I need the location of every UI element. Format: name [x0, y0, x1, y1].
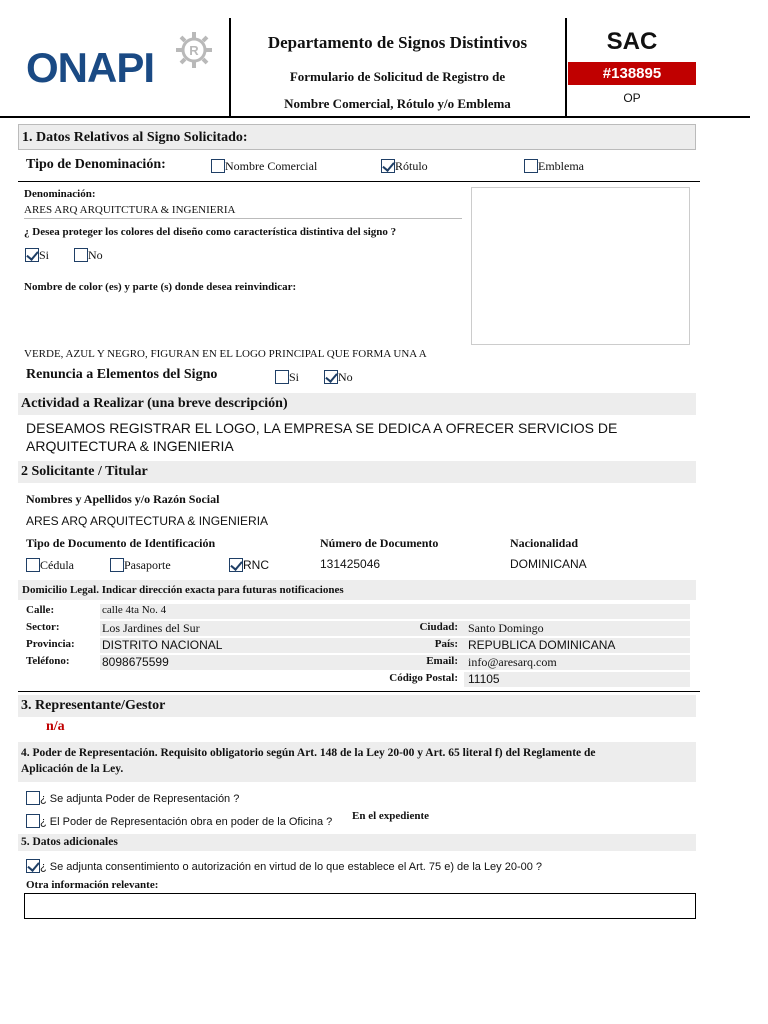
poder-adjunto-option[interactable]: [26, 789, 239, 807]
nacionalidad-label: Nacionalidad: [510, 536, 579, 550]
tipo-doc-label: Tipo de Documento de Identificación: [26, 536, 216, 550]
option-label: Pasaporte: [124, 558, 171, 572]
num-doc-label: Número de Documento: [320, 536, 439, 550]
doc-option-cedula[interactable]: [26, 556, 74, 574]
checkbox-rnc[interactable]: [229, 558, 243, 572]
renuncia-label: Renuncia a Elementos del Signo: [26, 367, 218, 382]
nombres-value: ARES ARQ ARQUITECTURA & INGENIERIA: [26, 514, 269, 528]
denominacion-value: ARES ARQ ARQUITCTURA & INGENIERIA: [24, 204, 236, 216]
representante-value: n/a: [46, 719, 65, 734]
otra-info-label: Otra información relevante:: [26, 879, 159, 891]
section2-bottom-line: [18, 691, 700, 692]
postal-label: Código Postal:: [389, 672, 458, 684]
checkbox-colores-no[interactable]: [74, 248, 88, 262]
option-label: ¿ Se adjunta consentimiento o autorización en virtud de lo que establece el Art. 75 e) de la Ley 20-00 ?: [40, 861, 543, 873]
section4-title-line1: 4. Poder de Representación. Requisito obligatorio según Art. 148 de la Ley 20-00 y Art. 65 literal f) del Reglamente de: [21, 747, 596, 759]
actividad-line2: ARQUITECTURA & INGENIERIA: [26, 438, 234, 454]
color-parts-value: VERDE, AZUL Y NEGRO, FIGURAN EN EL LOGO PRINCIPAL QUE FORMA UNA A: [24, 348, 427, 360]
ciudad-label: Ciudad:: [419, 621, 458, 633]
svg-text:R: R: [189, 43, 199, 58]
checkbox-renuncia-si[interactable]: [275, 370, 289, 384]
doc-option-rnc[interactable]: [229, 556, 269, 574]
checkbox-pasaporte[interactable]: [110, 558, 124, 572]
tipo-denominacion-label: Tipo de Denominación:: [26, 157, 166, 172]
checkbox-cedula[interactable]: [26, 558, 40, 572]
onapi-logo: [26, 40, 226, 100]
section2-title: 2 Solicitante / Titular: [18, 461, 696, 483]
checkbox-nombre-comercial[interactable]: [211, 159, 225, 173]
tipo-option-rotulo[interactable]: [381, 157, 428, 175]
section1-title: 1. Datos Relativos al Signo Solicitado:: [18, 124, 696, 150]
ciudad-value: Santo Domingo: [468, 621, 544, 635]
checkbox-poder-adjunto[interactable]: [26, 791, 40, 805]
option-label: Cédula: [40, 558, 74, 572]
section3-title: 3. Representante/Gestor: [18, 695, 696, 717]
registered-gear-icon: [174, 30, 214, 70]
option-label: ¿ El Poder de Representación obra en poder de la Oficina ?: [40, 816, 333, 828]
provincia-value: DISTRITO NACIONAL: [102, 638, 223, 652]
sac-label: SAC: [606, 28, 658, 55]
denominacion-label: Denominación:: [24, 188, 96, 200]
checkbox-emblema[interactable]: [524, 159, 538, 173]
otra-info-field[interactable]: [24, 893, 696, 919]
colores-no-option[interactable]: [74, 246, 103, 264]
actividad-title: Actividad a Realizar (una breve descripción): [18, 393, 696, 415]
checkbox-rotulo[interactable]: [381, 159, 395, 173]
renuncia-si-option[interactable]: [275, 368, 299, 386]
doc-option-pasaporte[interactable]: [110, 556, 171, 574]
colores-question: ¿ Desea proteger los colores del diseño como característica distintiva del signo ?: [24, 226, 397, 238]
checkbox-poder-oficina[interactable]: [26, 814, 40, 828]
colores-si-option[interactable]: [25, 246, 49, 264]
renuncia-no-option[interactable]: [324, 368, 353, 386]
nacionalidad-value: DOMINICANA: [510, 557, 587, 571]
option-label: Si: [289, 370, 300, 384]
calle-value: calle 4ta No. 4: [102, 604, 167, 616]
tipo-option-emblema[interactable]: [524, 157, 584, 175]
option-label: Si: [39, 248, 50, 262]
pais-label: País:: [434, 638, 458, 650]
email-label: Email:: [426, 655, 458, 667]
postal-value: 11105: [468, 672, 500, 686]
tipo-option-nombre-comercial[interactable]: [211, 157, 317, 175]
checkbox-colores-si[interactable]: [25, 248, 39, 262]
pais-value: REPUBLICA DOMINICANA: [468, 638, 616, 652]
num-doc-value: 131425046: [320, 557, 381, 571]
poder-oficina-answer: En el expediente: [352, 810, 429, 822]
calle-label: Calle:: [26, 604, 55, 616]
email-value: info@aresarq.com: [468, 655, 557, 669]
address-row-bg-1: [100, 604, 690, 619]
consentimiento-option[interactable]: [26, 857, 542, 875]
logo-image-box: [471, 187, 690, 345]
option-label: ¿ Se adjunta Poder de Representación ?: [40, 793, 240, 805]
option-label: No: [88, 248, 103, 262]
denominacion-underline: [24, 218, 462, 219]
form-title-line2: Nombre Comercial, Rótulo y/o Emblema: [284, 96, 511, 111]
sac-code: OP: [623, 91, 641, 105]
option-label: RNC: [243, 558, 269, 572]
actividad-line1: DESEAMOS REGISTRAR EL LOGO, LA EMPRESA SE DEDICA A OFRECER SERVICIOS DE: [26, 420, 618, 436]
form-title-line1: Formulario de Solicitud de Registro de: [289, 69, 506, 84]
poder-oficina-option[interactable]: [26, 812, 332, 830]
department-title: Departamento de Signos Distintivos: [267, 33, 528, 52]
color-parts-label: Nombre de color (es) y parte (s) donde desea reinvindicar:: [24, 281, 297, 293]
section5-title: 5. Datos adicionales: [18, 834, 696, 851]
sector-label: Sector:: [26, 621, 60, 633]
sac-number: #138895: [568, 62, 696, 85]
logo-text: ONAPI: [26, 44, 155, 91]
option-label: Emblema: [538, 159, 584, 173]
option-label: Rótulo: [395, 159, 428, 173]
provincia-label: Provincia:: [26, 638, 75, 650]
domicilio-title: Domicilio Legal. Indicar dirección exacta para futuras notificaciones: [18, 580, 696, 600]
telefono-value: 8098675599: [102, 655, 169, 669]
sector-value: Los Jardines del Sur: [102, 621, 200, 635]
option-label: No: [338, 370, 353, 384]
checkbox-consentimiento[interactable]: [26, 859, 40, 873]
section1-divider: [18, 181, 700, 182]
header-bottom-line: [0, 116, 750, 118]
telefono-label: Teléfono:: [26, 655, 70, 667]
checkbox-renuncia-no[interactable]: [324, 370, 338, 384]
option-label: Nombre Comercial: [225, 159, 318, 173]
nombres-label: Nombres y Apellidos y/o Razón Social: [26, 492, 220, 506]
section4-title-line2: Aplicación de la Ley.: [21, 763, 124, 775]
